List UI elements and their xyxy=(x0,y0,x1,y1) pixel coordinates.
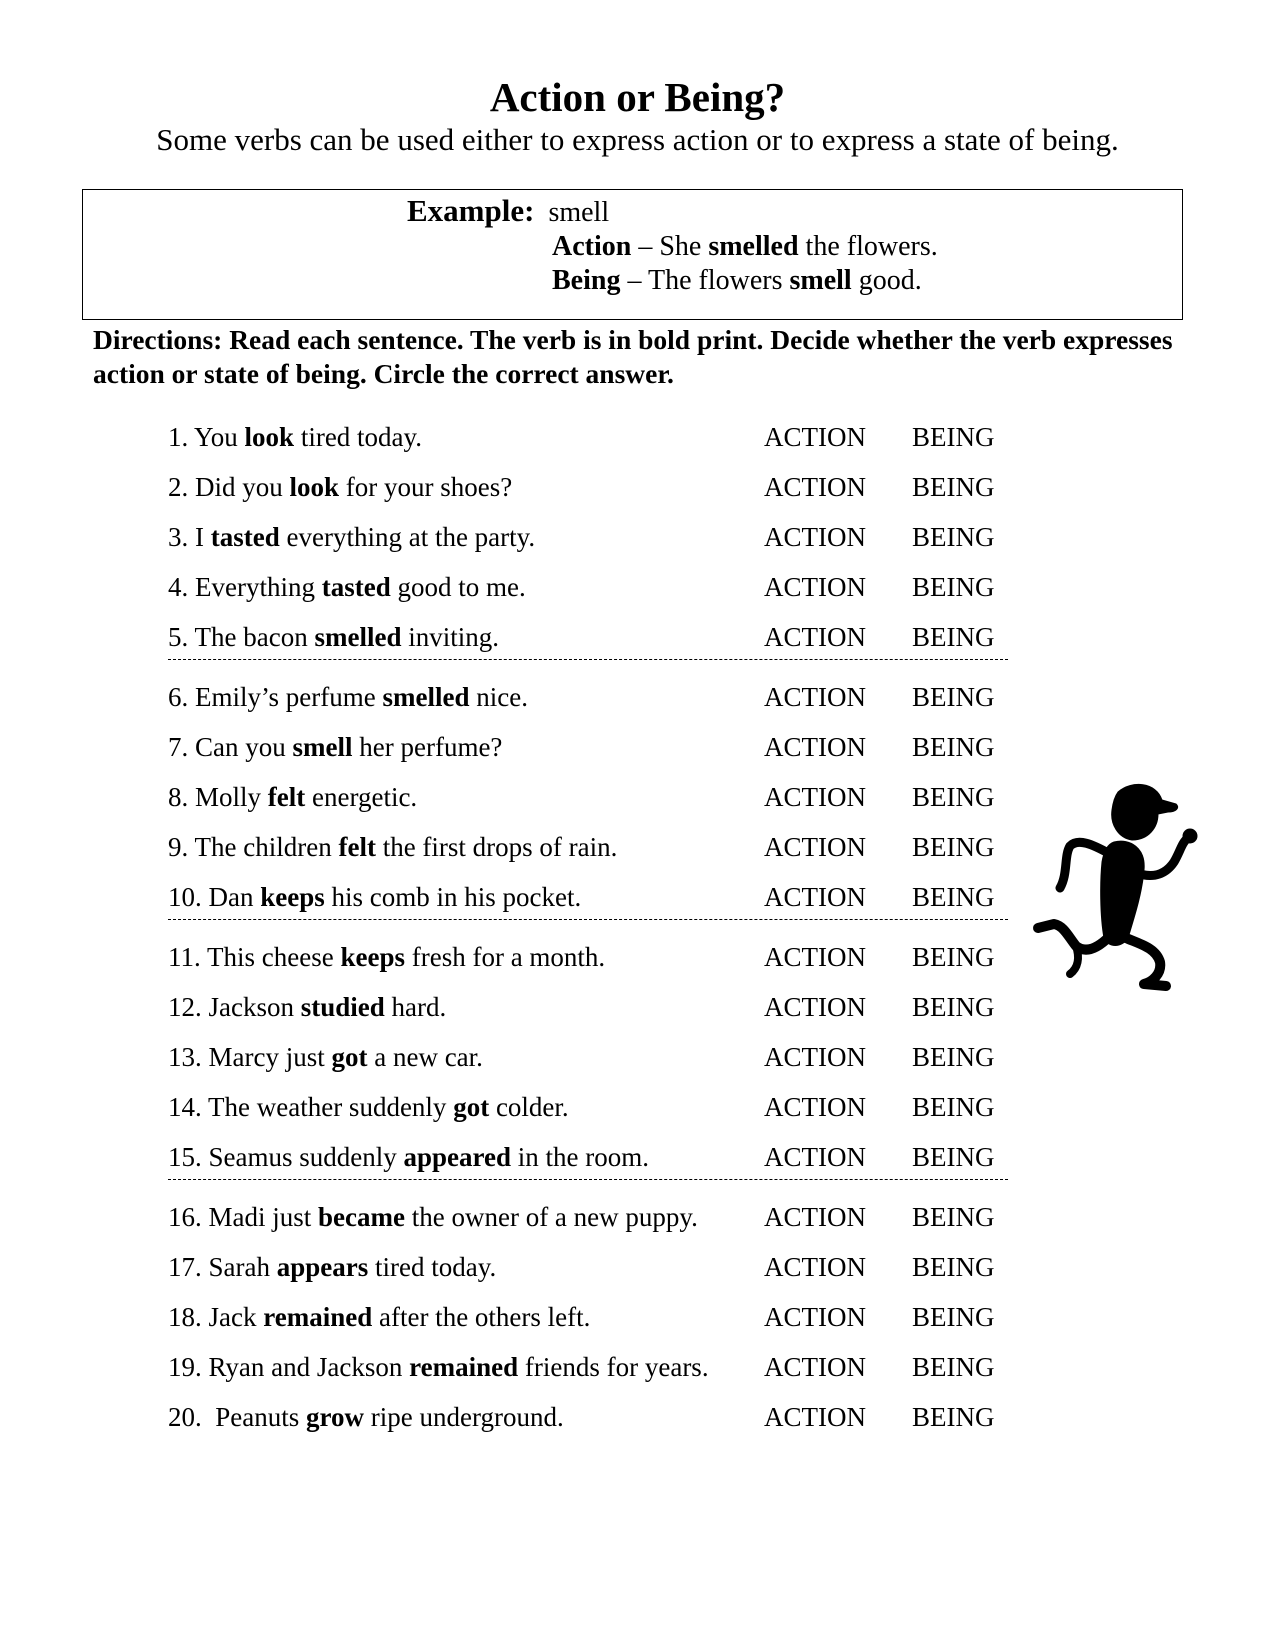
bold-verb: remained xyxy=(263,1302,373,1332)
being-option[interactable]: BEING xyxy=(912,1402,995,1432)
being-option[interactable]: BEING xyxy=(912,1252,995,1282)
question-row xyxy=(168,827,1028,877)
question-number: 14. xyxy=(168,1092,202,1122)
question-sentence xyxy=(168,567,526,607)
action-option[interactable]: ACTION xyxy=(764,522,866,552)
example-being-label: Being xyxy=(552,265,621,296)
being-option[interactable]: BEING xyxy=(912,622,995,652)
bold-verb: got xyxy=(453,1092,490,1122)
question-row xyxy=(168,467,1028,517)
question-number: 12. xyxy=(168,992,202,1022)
question-sentence xyxy=(168,617,499,657)
question-row xyxy=(168,1397,1028,1447)
question-row xyxy=(168,677,1028,727)
question-number: 4. xyxy=(168,572,189,602)
sentence-text-after: in the room. xyxy=(511,1142,649,1172)
question-number: 1. xyxy=(168,422,189,452)
question-sentence xyxy=(168,987,446,1027)
action-option[interactable]: ACTION xyxy=(764,622,866,652)
section-divider xyxy=(168,659,1008,677)
action-option[interactable]: ACTION xyxy=(764,882,866,912)
being-option[interactable]: BEING xyxy=(912,422,995,452)
action-option[interactable]: ACTION xyxy=(764,1092,866,1122)
figure-cap xyxy=(1112,784,1178,840)
question-sentence xyxy=(168,1087,569,1127)
action-option[interactable]: ACTION xyxy=(764,732,866,762)
bold-verb: keeps xyxy=(260,882,325,912)
action-option[interactable]: ACTION xyxy=(764,942,866,972)
being-option[interactable]: BEING xyxy=(912,572,995,602)
example-label: Example: xyxy=(407,193,535,228)
action-option[interactable]: ACTION xyxy=(764,472,866,502)
question-sentence xyxy=(168,1137,649,1177)
example-action-dash: – She xyxy=(631,231,709,262)
being-option[interactable]: BEING xyxy=(912,732,995,762)
action-option[interactable]: ACTION xyxy=(764,782,866,812)
question-row xyxy=(168,1087,1028,1137)
example-action-label: Action xyxy=(552,231,632,262)
question-number: 6. xyxy=(168,682,189,712)
question-row xyxy=(168,777,1028,827)
action-option[interactable]: ACTION xyxy=(764,1252,866,1282)
action-option[interactable]: ACTION xyxy=(764,1302,866,1332)
action-option[interactable]: ACTION xyxy=(764,1352,866,1382)
question-sentence xyxy=(168,827,617,867)
sentence-text-after: friends for years. xyxy=(518,1352,709,1382)
question-sentence xyxy=(168,1247,496,1287)
being-option[interactable]: BEING xyxy=(912,1302,995,1332)
being-option[interactable]: BEING xyxy=(912,942,995,972)
figure-back-foot xyxy=(1070,946,1078,974)
bold-verb: smell xyxy=(292,732,353,762)
action-option[interactable]: ACTION xyxy=(764,1142,866,1172)
sentence-text-after: the first drops of rain. xyxy=(375,832,618,862)
sentence-text-before: Jack xyxy=(208,1302,264,1332)
bold-verb: smelled xyxy=(314,622,402,652)
sentence-text-after: his comb in his pocket. xyxy=(324,882,582,912)
sentence-text-after: inviting. xyxy=(401,622,499,652)
bold-verb: got xyxy=(331,1042,368,1072)
question-number: 8. xyxy=(168,782,189,812)
question-number: 13. xyxy=(168,1042,202,1072)
bold-verb: remained xyxy=(409,1352,519,1382)
bold-verb: grow xyxy=(306,1402,364,1432)
sentence-text-before: Emily’s perfume xyxy=(195,682,383,712)
sentence-text-before: You xyxy=(194,422,245,452)
question-sentence xyxy=(168,1297,590,1337)
page-title: Action or Being? xyxy=(489,74,786,120)
sentence-text-before: Peanuts xyxy=(208,1402,306,1432)
action-option[interactable]: ACTION xyxy=(764,572,866,602)
question-sentence xyxy=(168,937,605,977)
sentence-text-before: The weather suddenly xyxy=(208,1092,454,1122)
bold-verb: smelled xyxy=(382,682,470,712)
question-sentence xyxy=(168,1037,483,1077)
question-sentence xyxy=(168,777,417,817)
action-option[interactable]: ACTION xyxy=(764,422,866,452)
sentence-text-before: This cheese xyxy=(207,942,341,972)
section-divider xyxy=(168,1179,1008,1197)
bold-verb: became xyxy=(318,1202,405,1232)
sentence-text-after: tired today. xyxy=(368,1252,497,1282)
question-number: 20. xyxy=(168,1402,202,1432)
action-option[interactable]: ACTION xyxy=(764,1202,866,1232)
example-action-line xyxy=(552,230,938,264)
being-option[interactable]: BEING xyxy=(912,1352,995,1382)
bold-verb: appears xyxy=(276,1252,369,1282)
being-option[interactable]: BEING xyxy=(912,1202,995,1232)
page-subtitle: Some verbs can be used either to express action or to express a state of being. xyxy=(156,122,1119,157)
section-divider xyxy=(168,919,1008,937)
sentence-text-before: Marcy just xyxy=(208,1042,332,1072)
question-row xyxy=(168,1297,1028,1347)
action-option[interactable]: ACTION xyxy=(764,992,866,1022)
sentence-text-after: the owner of a new puppy. xyxy=(404,1202,698,1232)
question-sentence xyxy=(168,417,422,457)
example-being-dash: – The flowers xyxy=(620,265,790,296)
question-row xyxy=(168,937,1028,987)
question-row xyxy=(168,727,1028,777)
sentence-text-after: everything at the party. xyxy=(279,522,536,552)
being-option[interactable]: BEING xyxy=(912,882,995,912)
sentence-text-before: The bacon xyxy=(194,622,315,652)
sentence-text-after: hard. xyxy=(384,992,447,1022)
sentence-text-before: Jackson xyxy=(208,992,301,1022)
question-row xyxy=(168,1347,1028,1397)
question-row xyxy=(168,417,1028,467)
bold-verb: felt xyxy=(338,832,376,862)
sentence-text-after: fresh for a month. xyxy=(404,942,606,972)
figure-fist xyxy=(1183,829,1197,843)
question-number: 5. xyxy=(168,622,189,652)
example-heading xyxy=(407,194,609,230)
action-option[interactable]: ACTION xyxy=(764,1042,866,1072)
directions: Directions: Read each sentence. The verb is in bold print. Decide whether the verb expresses action or state of being. Circle the correct answer. xyxy=(93,324,1173,389)
question-number: 18. xyxy=(168,1302,202,1332)
being-option[interactable]: BEING xyxy=(912,992,995,1022)
sentence-text-after: colder. xyxy=(489,1092,569,1122)
being-option[interactable]: BEING xyxy=(912,1142,995,1172)
sentence-text-before: Can you xyxy=(195,732,293,762)
sentence-text-after: nice. xyxy=(469,682,528,712)
being-option[interactable]: BEING xyxy=(912,1092,995,1122)
question-number: 16. xyxy=(168,1202,202,1232)
question-number: 10. xyxy=(168,882,202,912)
question-number: 17. xyxy=(168,1252,202,1282)
question-sentence xyxy=(168,1347,709,1387)
example-word: smell xyxy=(548,197,610,228)
sentence-text-after: ripe underground. xyxy=(364,1402,564,1432)
question-sentence xyxy=(168,877,581,917)
bold-verb: studied xyxy=(300,992,385,1022)
being-option[interactable]: BEING xyxy=(912,832,995,862)
running-stick-figure-icon xyxy=(1018,778,1204,998)
example-being-line xyxy=(552,264,922,298)
question-row xyxy=(168,1197,1028,1247)
sentence-text-before: The children xyxy=(194,832,339,862)
question-row xyxy=(168,1037,1028,1087)
sentence-text-after: energetic. xyxy=(305,782,418,812)
question-number: 9. xyxy=(168,832,189,862)
question-sentence xyxy=(168,517,535,557)
sentence-text-before: Everything xyxy=(195,572,322,602)
sentence-text-before: Did you xyxy=(195,472,290,502)
sentence-text-before: Seamus suddenly xyxy=(208,1142,404,1172)
bold-verb: tasted xyxy=(210,522,280,552)
question-row xyxy=(168,987,1028,1037)
sentence-text-before: Sarah xyxy=(208,1252,277,1282)
sentence-text-after: good to me. xyxy=(390,572,526,602)
example-box xyxy=(82,189,1183,320)
being-option[interactable]: BEING xyxy=(912,522,995,552)
question-row xyxy=(168,517,1028,567)
action-option[interactable]: ACTION xyxy=(764,1402,866,1432)
being-option[interactable]: BEING xyxy=(912,682,995,712)
example-being-rest: good. xyxy=(851,265,922,296)
question-sentence xyxy=(168,677,528,717)
sentence-text-before: Madi just xyxy=(208,1202,319,1232)
figure-front-leg xyxy=(1126,938,1166,986)
figure-front-arm xyxy=(1140,838,1188,876)
question-number: 2. xyxy=(168,472,189,502)
bold-verb: tasted xyxy=(321,572,391,602)
sentence-text-after: a new car. xyxy=(367,1042,483,1072)
question-number: 11. xyxy=(168,942,201,972)
question-list xyxy=(168,417,1028,1447)
sentence-text-after: tired today. xyxy=(294,422,423,452)
question-sentence xyxy=(168,727,502,767)
action-option[interactable]: ACTION xyxy=(764,832,866,862)
example-action-verb: smelled xyxy=(708,231,799,262)
bold-verb: keeps xyxy=(340,942,405,972)
question-number: 15. xyxy=(168,1142,202,1172)
question-sentence xyxy=(168,1397,564,1437)
sentence-text-before: Ryan and Jackson xyxy=(208,1352,410,1382)
question-number: 3. xyxy=(168,522,189,552)
sentence-text-after: for your shoes? xyxy=(339,472,513,502)
question-row xyxy=(168,567,1028,617)
sentence-text-after: her perfume? xyxy=(352,732,503,762)
example-action-rest: the flowers. xyxy=(798,231,938,262)
bold-verb: felt xyxy=(267,782,306,812)
question-sentence xyxy=(168,467,512,507)
being-option[interactable]: BEING xyxy=(912,1042,995,1072)
question-row xyxy=(168,1247,1028,1297)
example-being-verb: smell xyxy=(789,265,852,296)
bold-verb: look xyxy=(244,422,295,452)
action-option[interactable]: ACTION xyxy=(764,682,866,712)
question-sentence xyxy=(168,1197,698,1237)
being-option[interactable]: BEING xyxy=(912,782,995,812)
sentence-text-before: Dan xyxy=(208,882,261,912)
sentence-text-before: Molly xyxy=(195,782,268,812)
sentence-text-before: I xyxy=(195,522,211,552)
sentence-text-after: after the others left. xyxy=(372,1302,591,1332)
being-option[interactable]: BEING xyxy=(912,472,995,502)
bold-verb: appeared xyxy=(403,1142,512,1172)
bold-verb: look xyxy=(289,472,340,502)
question-number: 7. xyxy=(168,732,189,762)
question-number: 19. xyxy=(168,1352,202,1382)
